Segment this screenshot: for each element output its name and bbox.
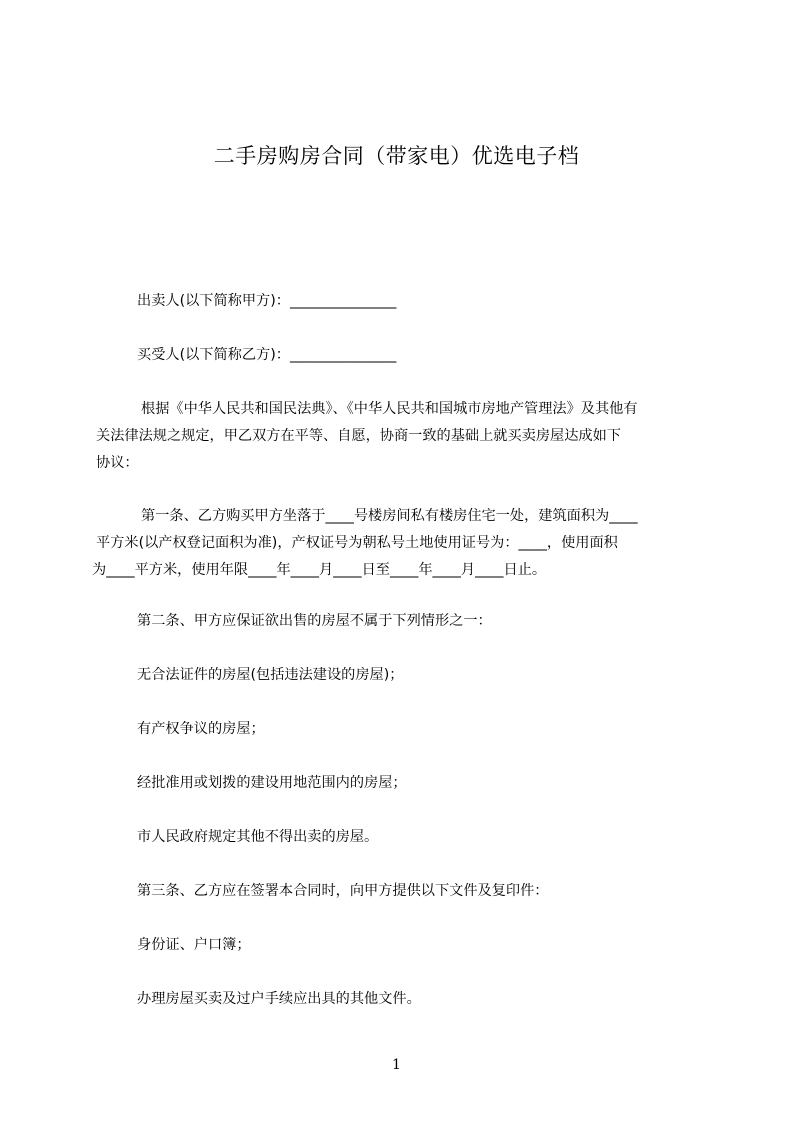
intro-line-3: 协议： [96, 455, 139, 471]
article2-heading: 第二条、甲方应保证欲出售的房屋不属于下列情形之一： [137, 613, 492, 629]
seller-line: 出卖人(以下简称甲方)：_______________ [137, 293, 397, 309]
article3-heading: 第三条、乙方应在签署本合同时，向甲方提供以下文件及复印件： [137, 883, 549, 899]
article3-item: 身份证、户口簿； [137, 937, 251, 953]
article3-item: 办理房屋买卖及过户手续应出具的其他文件。 [137, 991, 421, 1007]
document-title: 二手房购房合同（带家电）优选电子档 [213, 144, 580, 168]
buyer-line: 买受人(以下简称乙方)：_______________ [137, 347, 397, 363]
article2-item: 有产权争议的房屋； [137, 721, 265, 737]
article2-item: 经批准用或划拨的建设用地范围内的房屋； [137, 775, 407, 791]
article1-line-1: 第一条、乙方购买甲方坐落于____号楼房间私有楼房住宅一处，建筑面积为____ [141, 508, 638, 524]
article1-line-2: 平方米(以产权登记面积为准)，产权证号为朝私号土地使用证号为：____，使用面积 [96, 535, 618, 551]
intro-line-1: 根据《中华人民共和国民法典》、《中华人民共和国城市房地产管理法》及其他有 [141, 401, 638, 417]
article2-item: 无合法证件的房屋(包括违法建设的房屋)； [137, 667, 404, 683]
article2-item: 市人民政府规定其他不得出卖的房屋。 [137, 829, 379, 845]
page-number: 1 [392, 1057, 401, 1073]
intro-line-2: 关法律法规之规定，甲乙双方在平等、自愿，协商一致的基础上就买卖房屋达成如下 [96, 428, 621, 444]
article1-line-3: 为____平方米，使用年限____年____月____日至____年____月____日止。 [92, 562, 547, 578]
